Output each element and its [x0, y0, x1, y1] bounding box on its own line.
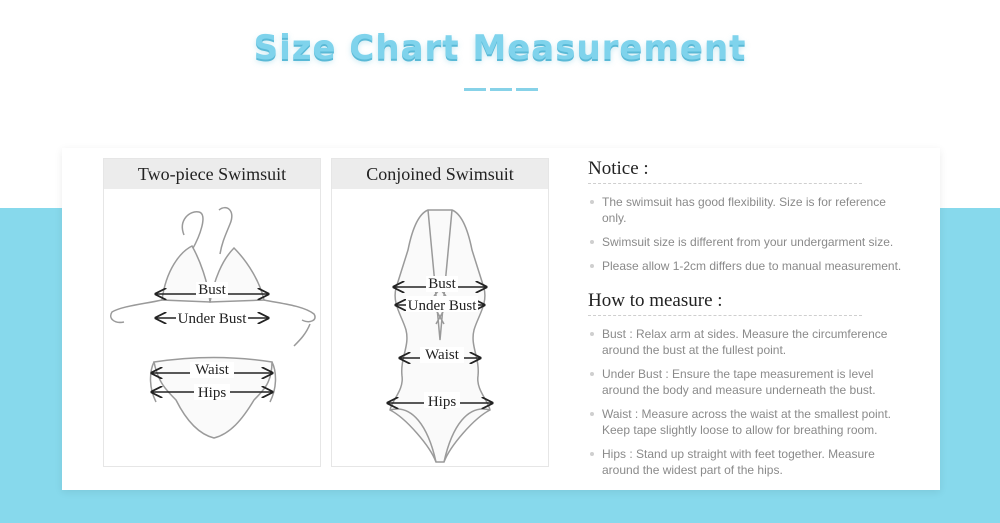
list-item: Bust : Relax arm at sides. Measure the circumference around the bust at the fullest point. [588, 326, 908, 358]
title-underline-mid [490, 88, 512, 91]
conjoined-waist-label: Waist [425, 347, 459, 363]
page-title: Size Chart Measurement [253, 28, 747, 68]
list-item: Please allow 1-2cm differs due to manual measurement. [588, 258, 908, 274]
list-item: The swimsuit has good flexibility. Size is for reference only. [588, 194, 908, 226]
title-underline-right [516, 88, 538, 91]
title-underline-left [464, 88, 486, 91]
conjoined-hips-label: Hips [427, 394, 457, 410]
conjoined-illustration [332, 190, 548, 466]
how-to-measure-list [588, 326, 908, 478]
two-piece-under-bust-label: Under Bust [177, 311, 247, 327]
notice-title: Notice : [588, 158, 862, 184]
two-piece-hips-label: Hips [197, 385, 227, 401]
info-column [588, 158, 908, 486]
how-to-measure-title: How to measure : [588, 290, 862, 316]
two-piece-waist-label: Waist [195, 362, 229, 378]
conjoined-panel [331, 158, 549, 467]
two-piece-title: Two-piece Swimsuit [104, 159, 320, 189]
list-item: Hips : Stand up straight with feet together. Measure around the widest part of the hips. [588, 446, 908, 478]
list-item: Under Bust : Ensure the tape measurement is level around the body and measure underneath the bust. [588, 366, 908, 398]
two-piece-bust-label: Bust [198, 282, 226, 298]
list-item: Swimsuit size is different from your undergarment size. [588, 234, 908, 250]
conjoined-bust-label: Bust [428, 276, 456, 292]
list-item: Waist : Measure across the waist at the smallest point. Keep tape slightly loose to allow for breathing room. [588, 406, 908, 438]
size-chart-card [62, 148, 940, 490]
conjoined-under-bust-label: Under Bust [407, 298, 477, 314]
notice-list [588, 194, 908, 274]
conjoined-title: Conjoined Swimsuit [332, 159, 548, 189]
two-piece-illustration [104, 190, 320, 466]
two-piece-panel [103, 158, 321, 467]
